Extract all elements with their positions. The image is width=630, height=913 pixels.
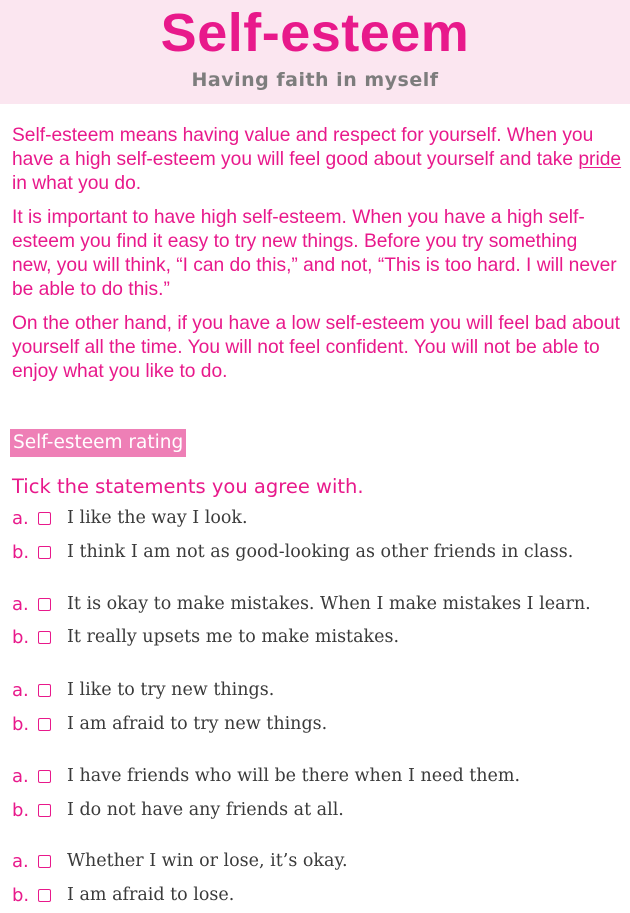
intro-text: [12, 124, 622, 394]
page-title: Self-esteem: [160, 3, 470, 63]
intro-paragraph-1-start: Self-esteem means having value and respect for yourself. When you have a high self-esteem you will feel good about yourself and take: [12, 125, 594, 170]
statement-item: [12, 880, 234, 910]
option-letter: b.: [12, 884, 30, 906]
underlined-word: pride: [578, 149, 622, 170]
statement-item: [12, 795, 344, 825]
tick-checkbox[interactable]: [38, 684, 51, 697]
intro-paragraph-1-end: in what you do.: [12, 173, 142, 194]
statement-item: [12, 675, 274, 705]
option-letter: b.: [12, 541, 30, 563]
statement-text: I like to try new things.: [67, 680, 275, 700]
tick-checkbox[interactable]: [38, 718, 51, 731]
statement-text: I am afraid to try new things.: [67, 714, 328, 734]
statement-item: [12, 503, 248, 533]
instruction-text: Tick the statements you agree with.: [12, 475, 364, 498]
tick-checkbox[interactable]: [38, 598, 51, 611]
option-letter: a.: [12, 765, 29, 787]
statement-text: I am afraid to lose.: [67, 885, 235, 905]
tick-checkbox[interactable]: [38, 512, 51, 525]
option-letter: b.: [12, 713, 30, 735]
option-letter: b.: [12, 626, 30, 648]
intro-paragraph-2: It is important to have high self-esteem. When you have a high self-esteem you find it easy to try new things. Before you try something new, you will think, “I can do this,” and not, “This is too hard. I will never be able to do this.”: [12, 207, 617, 300]
statement-item: [12, 537, 573, 567]
tick-checkbox[interactable]: [38, 631, 51, 644]
tick-checkbox[interactable]: [38, 546, 51, 559]
tick-checkbox[interactable]: [38, 889, 51, 902]
statement-item: [12, 846, 348, 876]
statement-item: [12, 761, 520, 791]
option-letter: b.: [12, 799, 30, 821]
header-banner: [0, 0, 630, 104]
statement-item: [12, 589, 591, 619]
tick-checkbox[interactable]: [38, 804, 51, 817]
statement-text: It really upsets me to make mistakes.: [67, 627, 400, 647]
intro-paragraph-1: [12, 124, 622, 196]
option-letter: a.: [12, 850, 29, 872]
statement-text: I think I am not as good-looking as other friends in class.: [67, 542, 574, 562]
statement-text: I like the way I look.: [67, 508, 248, 528]
option-letter: a.: [12, 593, 29, 615]
intro-paragraph-3: On the other hand, if you have a low self-esteem you will feel bad about yourself all the time. You will not feel confident. You will not be able to enjoy what you like to do.: [12, 313, 620, 382]
page-subtitle: Having faith in myself: [191, 69, 439, 91]
option-letter: a.: [12, 507, 29, 529]
statement-text: Whether I win or lose, it’s okay.: [67, 851, 348, 871]
option-letter: a.: [12, 679, 29, 701]
tick-checkbox[interactable]: [38, 855, 51, 868]
section-label: Self-esteem rating: [10, 429, 186, 457]
tick-checkbox[interactable]: [38, 770, 51, 783]
statement-item: [12, 622, 399, 652]
statement-text: I have friends who will be there when I need them.: [67, 766, 521, 786]
statement-text: I do not have any friends at all.: [67, 800, 344, 820]
statement-item: [12, 709, 327, 739]
statement-text: It is okay to make mistakes. When I make mistakes I learn.: [67, 594, 591, 614]
